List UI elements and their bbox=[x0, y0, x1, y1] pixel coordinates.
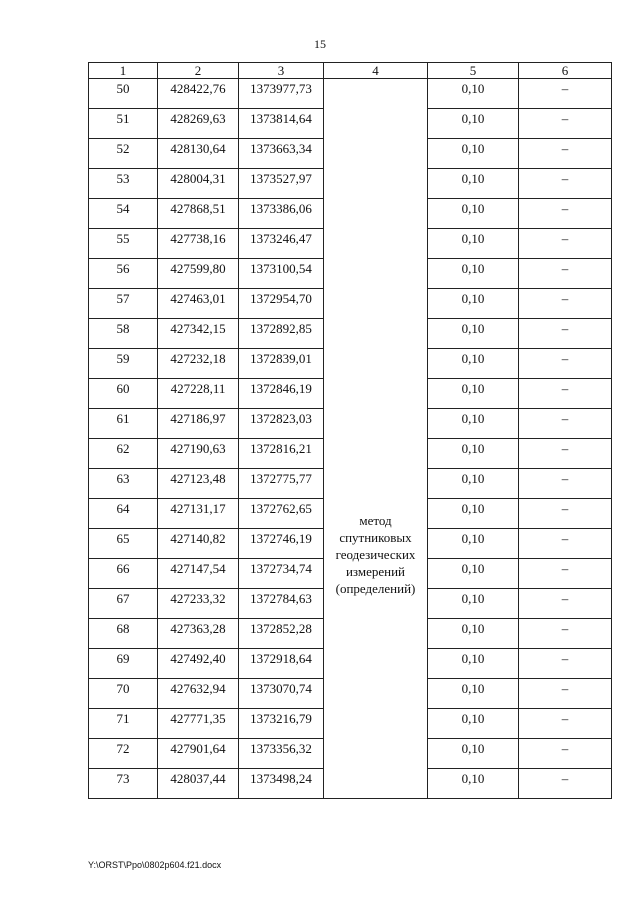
x-coordinate: 427233,32 bbox=[158, 589, 239, 619]
description: – bbox=[519, 379, 612, 409]
accuracy: 0,10 bbox=[428, 349, 519, 379]
point-number: 57 bbox=[89, 289, 158, 319]
table-row bbox=[89, 79, 612, 109]
x-coordinate: 427190,63 bbox=[158, 439, 239, 469]
description: – bbox=[519, 559, 612, 589]
y-coordinate: 1373386,06 bbox=[239, 199, 324, 229]
point-number: 59 bbox=[89, 349, 158, 379]
description: – bbox=[519, 259, 612, 289]
point-number: 50 bbox=[89, 79, 158, 109]
description: – bbox=[519, 589, 612, 619]
description: – bbox=[519, 739, 612, 769]
x-coordinate: 428130,64 bbox=[158, 139, 239, 169]
column-header: 6 bbox=[519, 63, 612, 79]
method-line: метод bbox=[359, 513, 392, 528]
point-number: 62 bbox=[89, 439, 158, 469]
accuracy: 0,10 bbox=[428, 619, 519, 649]
x-coordinate: 427232,18 bbox=[158, 349, 239, 379]
y-coordinate: 1373246,47 bbox=[239, 229, 324, 259]
accuracy: 0,10 bbox=[428, 439, 519, 469]
y-coordinate: 1372892,85 bbox=[239, 319, 324, 349]
accuracy: 0,10 bbox=[428, 679, 519, 709]
y-coordinate: 1372784,63 bbox=[239, 589, 324, 619]
y-coordinate: 1372823,03 bbox=[239, 409, 324, 439]
method-text bbox=[324, 512, 427, 597]
point-number: 55 bbox=[89, 229, 158, 259]
y-coordinate: 1373663,34 bbox=[239, 139, 324, 169]
description: – bbox=[519, 529, 612, 559]
accuracy: 0,10 bbox=[428, 259, 519, 289]
description: – bbox=[519, 289, 612, 319]
point-number: 63 bbox=[89, 469, 158, 499]
x-coordinate: 428422,76 bbox=[158, 79, 239, 109]
point-number: 60 bbox=[89, 379, 158, 409]
description: – bbox=[519, 169, 612, 199]
y-coordinate: 1373498,24 bbox=[239, 769, 324, 799]
point-number: 66 bbox=[89, 559, 158, 589]
point-number: 51 bbox=[89, 109, 158, 139]
point-number: 67 bbox=[89, 589, 158, 619]
x-coordinate: 427363,28 bbox=[158, 619, 239, 649]
column-header: 3 bbox=[239, 63, 324, 79]
y-coordinate: 1372746,19 bbox=[239, 529, 324, 559]
y-coordinate: 1373070,74 bbox=[239, 679, 324, 709]
y-coordinate: 1373216,79 bbox=[239, 709, 324, 739]
y-coordinate: 1373356,32 bbox=[239, 739, 324, 769]
accuracy: 0,10 bbox=[428, 529, 519, 559]
accuracy: 0,10 bbox=[428, 229, 519, 259]
y-coordinate: 1372918,64 bbox=[239, 649, 324, 679]
x-coordinate: 428004,31 bbox=[158, 169, 239, 199]
accuracy: 0,10 bbox=[428, 109, 519, 139]
table-header-row bbox=[89, 63, 612, 79]
description: – bbox=[519, 679, 612, 709]
description: – bbox=[519, 349, 612, 379]
x-coordinate: 427901,64 bbox=[158, 739, 239, 769]
accuracy: 0,10 bbox=[428, 649, 519, 679]
coordinates-table bbox=[88, 62, 612, 799]
description: – bbox=[519, 619, 612, 649]
point-number: 73 bbox=[89, 769, 158, 799]
accuracy: 0,10 bbox=[428, 199, 519, 229]
x-coordinate: 427186,97 bbox=[158, 409, 239, 439]
description: – bbox=[519, 439, 612, 469]
point-number: 69 bbox=[89, 649, 158, 679]
accuracy: 0,10 bbox=[428, 289, 519, 319]
point-number: 70 bbox=[89, 679, 158, 709]
description: – bbox=[519, 319, 612, 349]
description: – bbox=[519, 469, 612, 499]
accuracy: 0,10 bbox=[428, 469, 519, 499]
accuracy: 0,10 bbox=[428, 709, 519, 739]
x-coordinate: 427771,35 bbox=[158, 709, 239, 739]
x-coordinate: 427140,82 bbox=[158, 529, 239, 559]
y-coordinate: 1372762,65 bbox=[239, 499, 324, 529]
accuracy: 0,10 bbox=[428, 169, 519, 199]
accuracy: 0,10 bbox=[428, 139, 519, 169]
point-number: 52 bbox=[89, 139, 158, 169]
accuracy: 0,10 bbox=[428, 559, 519, 589]
point-number: 65 bbox=[89, 529, 158, 559]
y-coordinate: 1373527,97 bbox=[239, 169, 324, 199]
method-line: измерений bbox=[345, 564, 406, 579]
x-coordinate: 427342,15 bbox=[158, 319, 239, 349]
description: – bbox=[519, 409, 612, 439]
x-coordinate: 428269,63 bbox=[158, 109, 239, 139]
x-coordinate: 427632,94 bbox=[158, 679, 239, 709]
y-coordinate: 1372954,70 bbox=[239, 289, 324, 319]
y-coordinate: 1373100,54 bbox=[239, 259, 324, 289]
column-header: 5 bbox=[428, 63, 519, 79]
y-coordinate: 1372775,77 bbox=[239, 469, 324, 499]
y-coordinate: 1372839,01 bbox=[239, 349, 324, 379]
y-coordinate: 1372734,74 bbox=[239, 559, 324, 589]
description: – bbox=[519, 709, 612, 739]
x-coordinate: 427123,48 bbox=[158, 469, 239, 499]
description: – bbox=[519, 649, 612, 679]
column-header: 1 bbox=[89, 63, 158, 79]
x-coordinate: 427738,16 bbox=[158, 229, 239, 259]
page-number: 15 bbox=[314, 37, 326, 51]
point-number: 68 bbox=[89, 619, 158, 649]
description: – bbox=[519, 769, 612, 799]
x-coordinate: 427463,01 bbox=[158, 289, 239, 319]
accuracy: 0,10 bbox=[428, 769, 519, 799]
method-line: спутниковых bbox=[339, 530, 412, 545]
y-coordinate: 1372816,21 bbox=[239, 439, 324, 469]
point-number: 61 bbox=[89, 409, 158, 439]
description: – bbox=[519, 79, 612, 109]
description: – bbox=[519, 139, 612, 169]
table-body bbox=[89, 79, 612, 799]
column-header: 4 bbox=[324, 63, 428, 79]
description: – bbox=[519, 499, 612, 529]
method-line: геодезических bbox=[335, 547, 416, 562]
point-number: 71 bbox=[89, 709, 158, 739]
point-number: 53 bbox=[89, 169, 158, 199]
y-coordinate: 1372852,28 bbox=[239, 619, 324, 649]
x-coordinate: 427492,40 bbox=[158, 649, 239, 679]
x-coordinate: 427228,11 bbox=[158, 379, 239, 409]
point-number: 58 bbox=[89, 319, 158, 349]
accuracy: 0,10 bbox=[428, 379, 519, 409]
method-line: (определений) bbox=[335, 581, 416, 596]
accuracy: 0,10 bbox=[428, 319, 519, 349]
y-coordinate: 1373814,64 bbox=[239, 109, 324, 139]
accuracy: 0,10 bbox=[428, 79, 519, 109]
description: – bbox=[519, 199, 612, 229]
accuracy: 0,10 bbox=[428, 499, 519, 529]
description: – bbox=[519, 229, 612, 259]
x-coordinate: 427147,54 bbox=[158, 559, 239, 589]
point-number: 54 bbox=[89, 199, 158, 229]
x-coordinate: 428037,44 bbox=[158, 769, 239, 799]
y-coordinate: 1372846,19 bbox=[239, 379, 324, 409]
column-header: 2 bbox=[158, 63, 239, 79]
method-cell bbox=[324, 79, 428, 799]
x-coordinate: 427599,80 bbox=[158, 259, 239, 289]
file-path: Y:\ORST\Ppo\0802p604.f21.docx bbox=[88, 860, 222, 870]
point-number: 56 bbox=[89, 259, 158, 289]
description: – bbox=[519, 109, 612, 139]
accuracy: 0,10 bbox=[428, 589, 519, 619]
accuracy: 0,10 bbox=[428, 739, 519, 769]
accuracy: 0,10 bbox=[428, 409, 519, 439]
x-coordinate: 427131,17 bbox=[158, 499, 239, 529]
point-number: 64 bbox=[89, 499, 158, 529]
point-number: 72 bbox=[89, 739, 158, 769]
x-coordinate: 427868,51 bbox=[158, 199, 239, 229]
y-coordinate: 1373977,73 bbox=[239, 79, 324, 109]
